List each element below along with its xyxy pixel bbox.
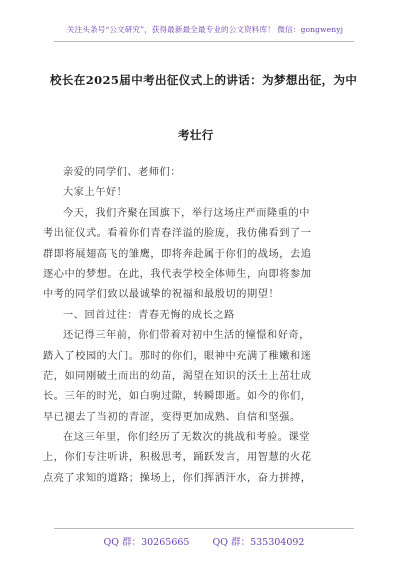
section-heading: 一、回首过往：青春无悔的成长之路	[63, 309, 235, 321]
body-line: 逐心中的梦想。在此，我代表学校全体师生，向即将参加	[43, 268, 312, 280]
body-line: 今天，我们齐聚在国旗下，举行这场庄严而隆重的中	[63, 207, 310, 219]
body-line: 群即将展翅高飞的雏鹰，即将奔赴属于你们的战场，去追	[43, 248, 312, 260]
body-line: 踏入了校园的大门。那时的你们，眼神中充满了稚嫩和迷	[43, 350, 312, 362]
footer	[0, 534, 408, 548]
footer-divider	[54, 528, 354, 529]
body-line: 早已褪去了当初的青涩，变得更加成熟、自信和坚强。	[43, 411, 301, 423]
header-divider	[54, 41, 354, 42]
body-line: 上，你们专注听讲，积极思考，踊跃发言，用智慧的火花	[43, 452, 312, 464]
document-body	[43, 163, 348, 489]
body-line: 大家上午好！	[63, 187, 128, 199]
body-line: 考出征仪式。看着你们青春洋溢的脸庞，我仿佛看到了一	[43, 228, 312, 240]
body-line: 点亮了求知的道路；操场上，你们挥洒汗水，奋力拼搏，	[43, 472, 312, 484]
footer-qq-group-1: QQ 群：30265665	[103, 537, 190, 548]
body-line: 茫，如同刚破土而出的幼苗，渴望在知识的沃土上茁壮成	[43, 370, 312, 382]
document-title-line-1: 校长在2025届中考出征仪式上的讲话：为梦想出征，为中	[50, 73, 358, 87]
footer-qq-group-2: QQ 群：535304092	[212, 537, 305, 548]
body-line: 在这三年里，你们经历了无数次的挑战和考验。课堂	[63, 432, 310, 444]
salutation: 亲爱的同学们、老师们：	[63, 167, 182, 178]
header-banner: 关注头条号“公文研究”，获得最新最全最专业的公文资料库！ 微信：gongwenyj	[66, 25, 344, 34]
body-line: 还记得三年前，你们带着对初中生活的憧憬和好奇，	[63, 330, 310, 342]
document-title-line-2: 考壮行	[178, 128, 214, 142]
body-line: 长。三年的时光，如白驹过隙，转瞬即逝。如今的你们，	[43, 391, 312, 403]
body-line: 中考的同学们致以最诚挚的祝福和最殷切的期望！	[43, 289, 280, 301]
